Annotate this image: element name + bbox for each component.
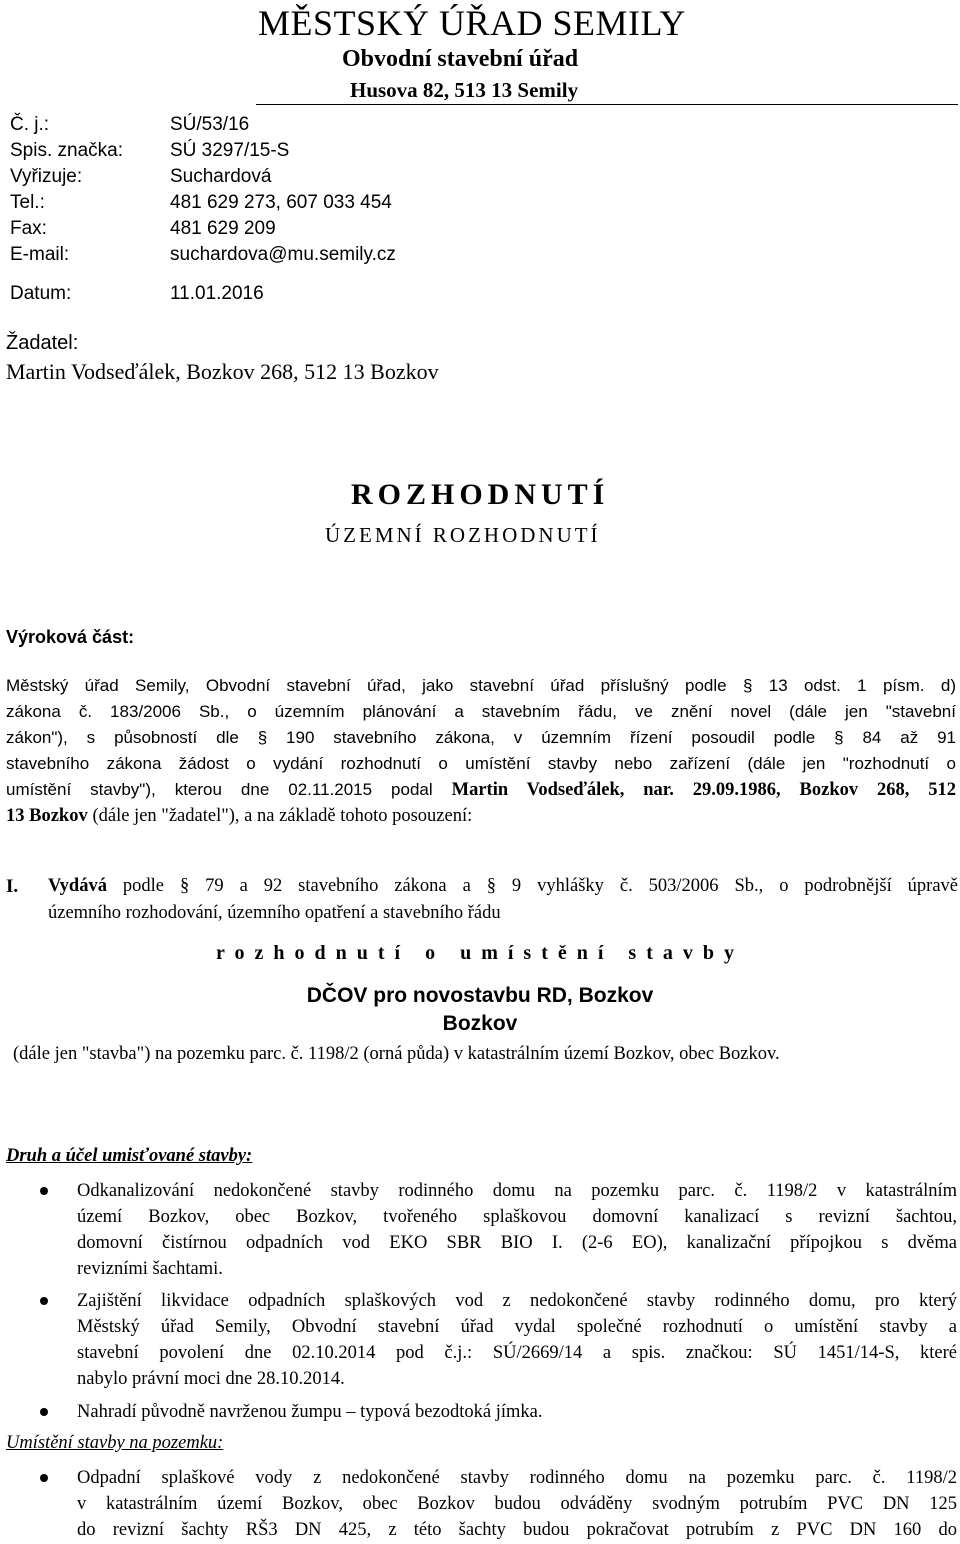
- location-heading: Umístění stavby na pozemku:: [6, 1433, 224, 1453]
- office-title: MĚSTSKÝ ÚŘAD SEMILY: [258, 3, 686, 43]
- section-i-line-1-rest: podle § 79 a 92 stavebního zákona a § 9 vyhlášky č. 503/2006 Sb., o podrobnější úpravě: [122, 876, 959, 896]
- bullet-icon: [40, 1187, 48, 1195]
- purpose-item-1-line-2: území Bozkov, obec Bozkov, tvořeného splaškovou domovní kanalizací s revizní šachtou,: [77, 1207, 957, 1227]
- project-place: Bozkov: [442, 1012, 518, 1035]
- verdict-line-3: zákon"), s působností dle § 190 stavebního zákona, v územním řízení posoudil podle § 84 až 91: [6, 728, 956, 747]
- date-label: Datum:: [10, 283, 72, 304]
- verdict-line-5: [6, 777, 956, 803]
- decision-title: ROZHODNUTÍ: [351, 478, 610, 511]
- purpose-item-2-line-3: stavební povolení dne 02.10.2014 pod č.j.: SÚ/2669/14 a spis. značkou: SÚ 1451/14-S, které: [77, 1343, 957, 1363]
- verdict-applicant-bold: Martin Vodseďálek, nar. 29.09.1986, Bozkov 268, 512: [451, 780, 957, 800]
- email-label: E-mail:: [10, 244, 70, 265]
- location-item-1-line-3: do revizní šachty RŠ3 DN 425, z této šachty budou pokračovat potrubím z PVC DN 160 do: [77, 1520, 957, 1540]
- purpose-item-1-line-3: domovní čistírnou odpadních vod EKO SBR BIO I. (2-6 EO), kanalizační přípojkou s dvěma: [77, 1233, 957, 1253]
- phone-label: Tel.:: [10, 192, 45, 213]
- email-value: suchardova@mu.semily.cz: [170, 244, 396, 265]
- verdict-paragraph: [6, 673, 956, 829]
- purpose-heading: Druh a účel umisťované stavby:: [6, 1146, 253, 1166]
- fax-value: 481 629 209: [170, 218, 276, 239]
- file-mark-value: SÚ 3297/15-S: [170, 140, 290, 161]
- bullet-icon: [40, 1474, 48, 1482]
- phone-value: 481 629 273, 607 033 454: [170, 192, 392, 213]
- purpose-item-3: [77, 1399, 957, 1425]
- office-address: Husova 82, 513 13 Semily: [350, 78, 579, 102]
- bullet-icon: [40, 1408, 48, 1416]
- header-rule: [256, 104, 958, 105]
- purpose-item-1-line-4: revizními šachtami.: [77, 1259, 223, 1279]
- ref-number-value: SÚ/53/16: [170, 114, 250, 135]
- date-value: 11.01.2016: [170, 283, 264, 304]
- location-item-1: [77, 1465, 957, 1543]
- applicant-label: Žadatel:: [6, 332, 79, 354]
- verdict-applicant-bold-2: 13 Bozkov: [6, 806, 88, 826]
- verdict-line-6: [6, 803, 956, 829]
- department-name: Obvodní stavební úřad: [342, 46, 579, 72]
- parcel-note: (dále jen "stavba") na pozemku parc. č. 1198/2 (orná půda) v katastrálním území Bozkov, obec Bozkov.: [13, 1044, 780, 1064]
- section-i-number: I.: [6, 876, 19, 897]
- bullet-icon: [40, 1297, 48, 1305]
- section-i-line-1: [48, 876, 958, 897]
- verdict-line-1: Městský úřad Semily, Obvodní stavební úřad, jako stavební úřad příslušný podle § 13 odst. 1 písm. d): [6, 676, 956, 695]
- verdict-line-2: zákona č. 183/2006 Sb., o územním plánování a stavebním řádu, ve znění novel (dále jen "stavební: [6, 702, 956, 721]
- purpose-item-2-line-4: nabylo právní moci dne 28.10.2014.: [77, 1369, 345, 1389]
- file-mark-label: Spis. značka:: [10, 140, 123, 161]
- verdict-heading: Výroková část:: [6, 627, 135, 647]
- handler-value: Suchardová: [170, 166, 272, 187]
- verdict-line-6-text: (dále jen "žadatel"), a na základě tohoto posouzení:: [92, 806, 473, 826]
- fax-label: Fax:: [10, 218, 47, 239]
- purpose-item-1: [77, 1178, 957, 1282]
- verdict-line-4: stavebního zákona žádost o vydání rozhodnutí o umístění stavby nebo zařízení (dále jen "rozhodnutí o: [6, 754, 956, 773]
- location-item-1-line-2: v katastrálním území Bozkov, obec Bozkov budou odváděny svodným potrubím PVC DN 125: [77, 1494, 957, 1514]
- decision-spaced-title: rozhodnutí o umístění stavby: [215, 942, 744, 964]
- decision-subtitle: ÚZEMNÍ ROZHODNUTÍ: [325, 523, 601, 547]
- location-item-1-line-1: Odpadní splaškové vody z nedokončené stavby rodinného domu na pozemku parc. č. 1198/2: [77, 1468, 957, 1488]
- handler-label: Vyřizuje:: [10, 166, 83, 187]
- project-name: DČOV pro novostavbu RD, Bozkov: [306, 984, 654, 1007]
- purpose-item-1-line-1: Odkanalizování nedokončené stavby rodinného domu na pozemku parc. č. 1198/2 v katastrálním: [77, 1181, 957, 1201]
- purpose-item-3-line-1: Nahradí původně navrženou žumpu – typová bezodtoká jímka.: [77, 1402, 543, 1422]
- verdict-line-5-text: umístění stavby"), kterou dne 02.11.2015 podal: [6, 780, 433, 799]
- purpose-item-2-line-2: Městský úřad Semily, Obvodní stavební úřad vydal společné rozhodnutí o umístění stavby a: [77, 1317, 957, 1337]
- purpose-item-2-line-1: Zajištění likvidace odpadních splaškových vod z nedokončené stavby rodinného domu, pro který: [77, 1291, 957, 1311]
- section-i-line-2: územního rozhodování, územního opatření a stavebního řádu: [48, 903, 501, 923]
- section-i-verb: Vydává: [48, 876, 107, 896]
- purpose-item-2: [77, 1288, 957, 1392]
- applicant-name: Martin Vodseďálek, Bozkov 268, 512 13 Bozkov: [6, 359, 439, 384]
- ref-number-label: Č. j.:: [10, 114, 50, 135]
